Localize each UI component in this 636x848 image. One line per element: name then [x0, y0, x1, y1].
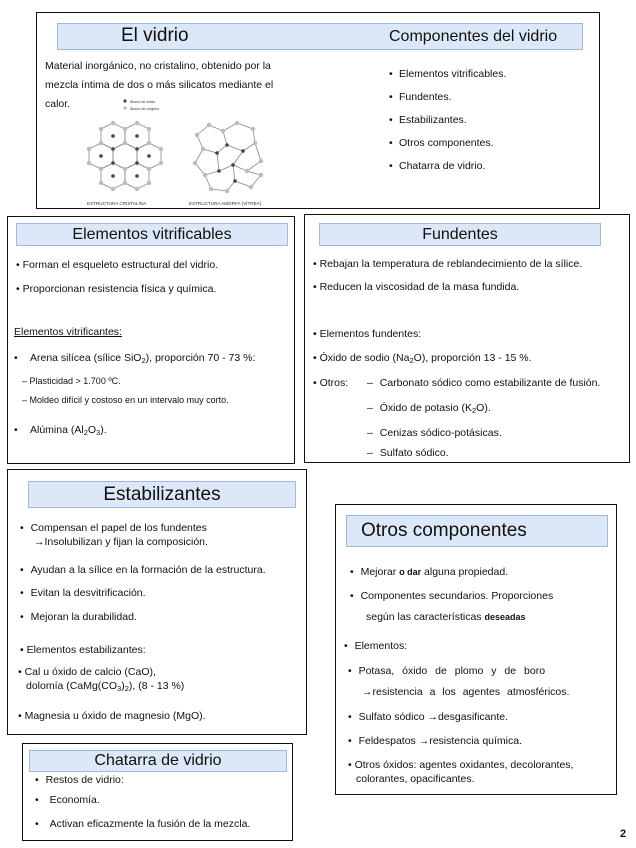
definition-line-3: calor. — [45, 98, 71, 110]
estabilizantes-bullet-1: • Compensan el papel de los fundentes — [20, 522, 207, 534]
otros-item-4: – Sulfato sódico. — [367, 447, 449, 459]
legend-silicon: Átomo de silicio — [130, 100, 156, 104]
vitrificables-bullet-1: • Forman el esqueleto estructural del vidrio. — [16, 259, 219, 271]
legend-oxygen: Átomo de oxígeno — [130, 107, 160, 111]
components-title: Componentes del vidrio — [389, 28, 558, 45]
chatarra-bullet-1: • Restos de vidrio: — [35, 774, 124, 786]
component-item: • Estabilizantes. — [389, 114, 467, 126]
otros-item-1: – Carbonato sódico como estabilizante de fusión. — [367, 377, 601, 389]
caption-amorphous: ESTRUCTURA AMORFA (VÍTREA) — [189, 201, 262, 206]
otros-panel — [335, 504, 617, 795]
definition-line-2: mezcla íntima de dos o más silicatos mediante el — [45, 79, 274, 91]
otros-bullet-2b: según las características deseadas — [366, 611, 526, 623]
definition-line-1: Material inorgánico, no cristalino, obtenido por la — [45, 60, 271, 72]
chatarra-title: Chatarra de vidrio — [29, 750, 287, 772]
fundentes-bullet-1: • Rebajan la temperatura de reblandecimiento de la sílice. — [313, 258, 583, 270]
component-item: • Otros componentes. — [389, 137, 494, 149]
magnesia: • Magnesia u óxido de magnesio (MgO). — [18, 710, 206, 722]
glass-structure-diagram — [77, 95, 287, 207]
otros-label: • Otros: — [313, 377, 349, 389]
vitrificables-panel — [7, 216, 295, 464]
component-item: • Chatarra de vidrio. — [389, 160, 486, 172]
cal-line-1: • Cal u óxido de calcio (CaO), — [18, 666, 156, 678]
chatarra-panel — [22, 743, 293, 841]
otros-bullet-1: • Mejorar o dar alguna propiedad. — [350, 566, 509, 578]
fundentes-bullet-3: • Elementos fundentes: — [313, 328, 422, 340]
estabilizantes-title: Estabilizantes — [28, 481, 296, 508]
alumina: • Alúmina $(Al_2O_3)$. — [14, 424, 107, 437]
otros-title: Otros componentes — [361, 520, 527, 541]
oxidos-line-2: colorantes, opacificantes. — [356, 773, 475, 785]
component-item: • Fundentes. — [389, 91, 452, 103]
fundentes-title: Fundentes — [319, 223, 601, 246]
page-number: 2 — [620, 828, 627, 840]
sulfato: • Sulfato sódico →desgasificante. — [348, 711, 509, 723]
moldeo-note: – Moldeo difícil y costoso en un intervalo muy corto. — [22, 395, 229, 405]
estabilizantes-bullet-1b: →Insolubilizan y fijan la composición. — [34, 536, 208, 548]
vitrificantes-subheading: Elementos vitrificantes: — [14, 326, 122, 338]
vidrio-title: El vidrio — [121, 25, 189, 46]
otros-bullet-2: • Componentes secundarios. Proporciones — [350, 590, 554, 602]
caption-crystalline: ESTRUCTURA CRISTALINA — [87, 201, 147, 206]
estabilizantes-panel — [7, 469, 307, 735]
estabilizantes-bullet-4: • Mejoran la durabilidad. — [20, 611, 137, 623]
chatarra-bullet-2: • Economía. — [35, 794, 100, 806]
vidrio-panel — [36, 12, 600, 209]
arena-silicea: • Arena silícea (sílice SiO$_2$), proporción 70 - 73 %: — [14, 352, 256, 365]
plasticidad-note: – Plasticidad > 1.700 ºC. — [22, 376, 121, 386]
vitrificables-title: Elementos vitrificables — [16, 223, 288, 246]
feldespatos: • Feldespatos →resistencia química. — [348, 735, 522, 747]
chatarra-bullet-3: • Activan eficazmente la fusión de la mezcla. — [35, 818, 251, 830]
estabilizantes-bullet-3: • Evitan la desvitrificación. — [20, 587, 146, 599]
component-item: • Elementos vitrificables. — [389, 68, 507, 80]
otros-title-bar — [346, 515, 608, 547]
otros-item-3: – Cenizas sódico-potásicas. — [367, 427, 502, 439]
oxidos-line-1: • Otros óxidos: agentes oxidantes, decolorantes, — [348, 759, 574, 771]
estabilizantes-bullet-2: • Ayudan a la sílice en la formación de la estructura. — [20, 564, 266, 576]
amorphous-network — [195, 123, 261, 191]
fundentes-bullet-2: • Reducen la viscosidad de la masa fundida. — [313, 281, 520, 293]
vitrificables-bullet-2: • Proporcionan resistencia física y química. — [16, 283, 217, 295]
oxido-sodio: • Óxido de sodio $(Na_2O)$, proporción 13 - 15 %. — [313, 352, 532, 365]
potasa-line-2: →resistencia a los agentes atmosféricos. — [362, 686, 570, 698]
estabilizantes-bullet-5: • Elementos estabilizantes: — [20, 644, 146, 656]
potasa-line-1: • Potasa, óxido de plomo y de boro — [348, 665, 546, 677]
otros-bullet-3: • Elementos: — [344, 640, 408, 652]
otros-item-2: – Óxido de potasio $(K_2O)$. — [367, 402, 491, 415]
cal-line-2: dolomía $(CaMg(CO_3)_2)$, (8 - 13 %) — [26, 680, 185, 693]
fundentes-panel — [304, 214, 630, 463]
